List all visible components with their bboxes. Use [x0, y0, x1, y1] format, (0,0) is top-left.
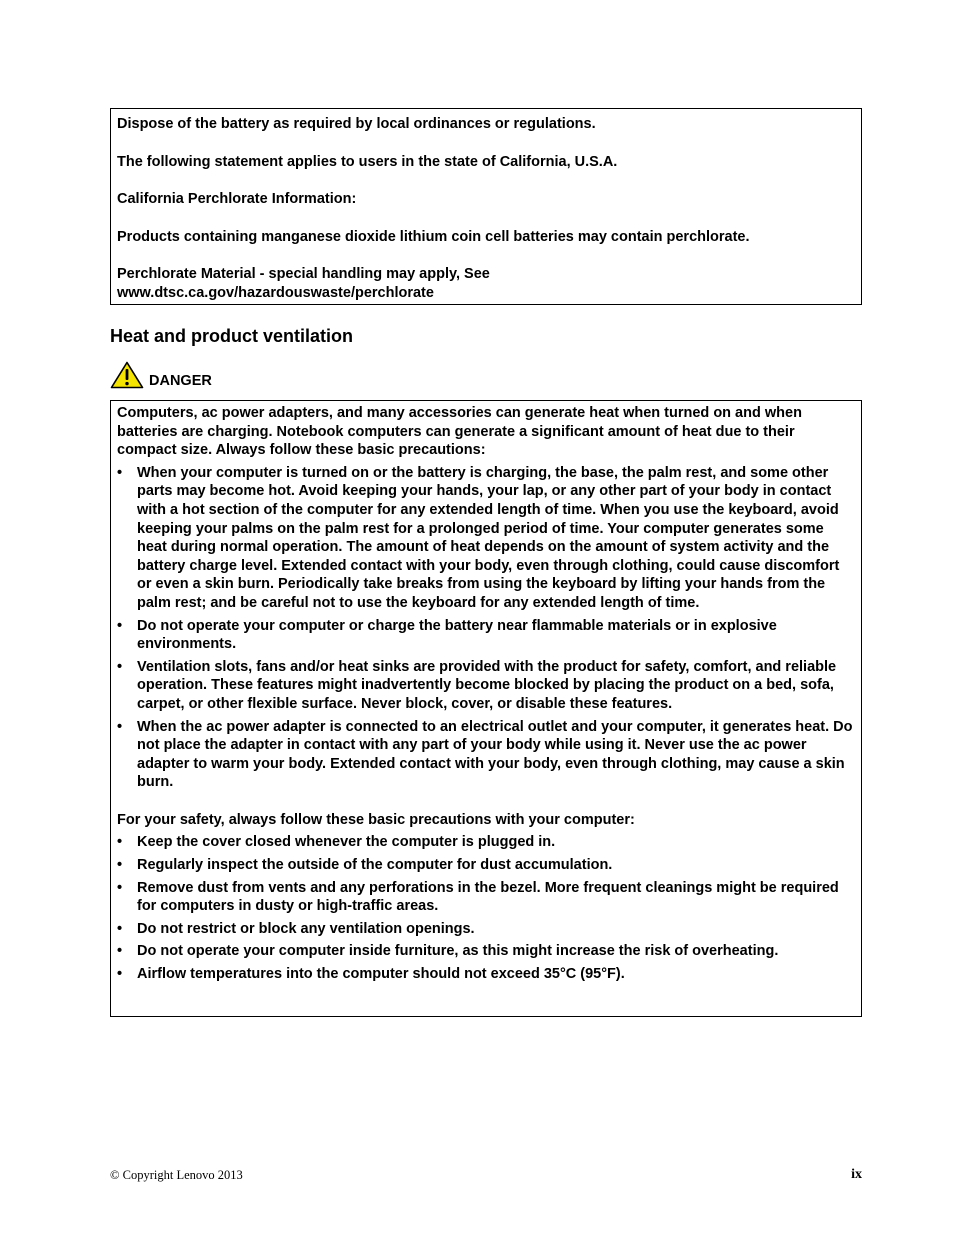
list-item: • Do not restrict or block any ventilation openings. [117, 920, 855, 939]
danger-label: DANGER [149, 373, 212, 389]
section-heading: Heat and product ventilation [110, 326, 354, 346]
list-item: • Ventilation slots, fans and/or heat sinks are provided with the product for safety, comfort, and reliable operation. These features might inadvertently become blocked by placing the product on a bed, sofa, carpet, or other flexible surface. Never block, cover, or disable these features. [117, 658, 855, 714]
battery-disposal-box [110, 108, 862, 305]
battery-paragraph: The following statement applies to users in the state of California, U.S.A. [117, 153, 618, 170]
perchlorate-url: www.dtsc.ca.gov/hazardouswaste/perchlorate [117, 284, 434, 301]
list-item: • Do not operate your computer or charge the battery near flammable materials or in explosive environments. [117, 617, 855, 654]
heat-precautions-list [117, 464, 855, 792]
list-item: • Airflow temperatures into the computer should not exceed 35°C (95°F). [117, 965, 855, 984]
list-item: • Do not operate your computer inside furniture, as this might increase the risk of overheating. [117, 942, 855, 961]
page-number: ix [851, 1167, 862, 1182]
danger-box [110, 400, 862, 1017]
list-item: • Regularly inspect the outside of the computer for dust accumulation. [117, 856, 855, 875]
perchlorate-paragraph [117, 265, 855, 302]
battery-paragraph: California Perchlorate Information: [117, 191, 357, 208]
list-item: • When your computer is turned on or the battery is charging, the base, the palm rest, and some other parts may become hot. Avoid keeping your hands, your lap, or any other part of your body in contact with a hot section of the computer for any extended length of time. When you use the keyboard, avoid keeping your palms on the palm rest for a prolonged period of time. Your computer generates some heat during normal operation. The amount of heat depends on the amount of system activity and the battery charge level. Extended contact with your body, even through clothing, could cause discomfort or even a skin burn. Periodically take breaks from using the keyboard by lifting your hands from the palm rest; and be careful not to use the keyboard for any extended length of time. [117, 464, 855, 613]
warning-triangle-icon [110, 361, 144, 389]
perchlorate-line: Perchlorate Material - special handling may apply, See [117, 266, 490, 283]
danger-intro: Computers, ac power adapters, and many accessories can generate heat when turned on and when batteries are charging. Notebook computers can generate a significant amount of heat due to their compact size. Always follow these basic precautions: [117, 405, 802, 459]
list-item: • When the ac power adapter is connected to an electrical outlet and your computer, it generates heat. Do not place the adapter in contact with any part of your body while using it. Never use the ac power adapter to warm your body. Extended contact with your body, even through clothing, may cause a skin burn. [117, 718, 855, 792]
battery-paragraph: Products containing manganese dioxide lithium coin cell batteries may contain perchlorate. [117, 228, 750, 245]
safety-precautions-list [117, 833, 855, 983]
safety-intro: For your safety, always follow these basic precautions with your computer: [117, 811, 635, 828]
danger-notice [110, 361, 212, 389]
copyright-footer: © Copyright Lenovo 2013 [110, 1168, 243, 1182]
list-item: • Keep the cover closed whenever the computer is plugged in. [117, 833, 855, 852]
list-item: • Remove dust from vents and any perforations in the bezel. More frequent cleanings might be required for computers in dusty or high-traffic areas. [117, 879, 855, 916]
battery-paragraph: Dispose of the battery as required by local ordinances or regulations. [117, 116, 596, 132]
